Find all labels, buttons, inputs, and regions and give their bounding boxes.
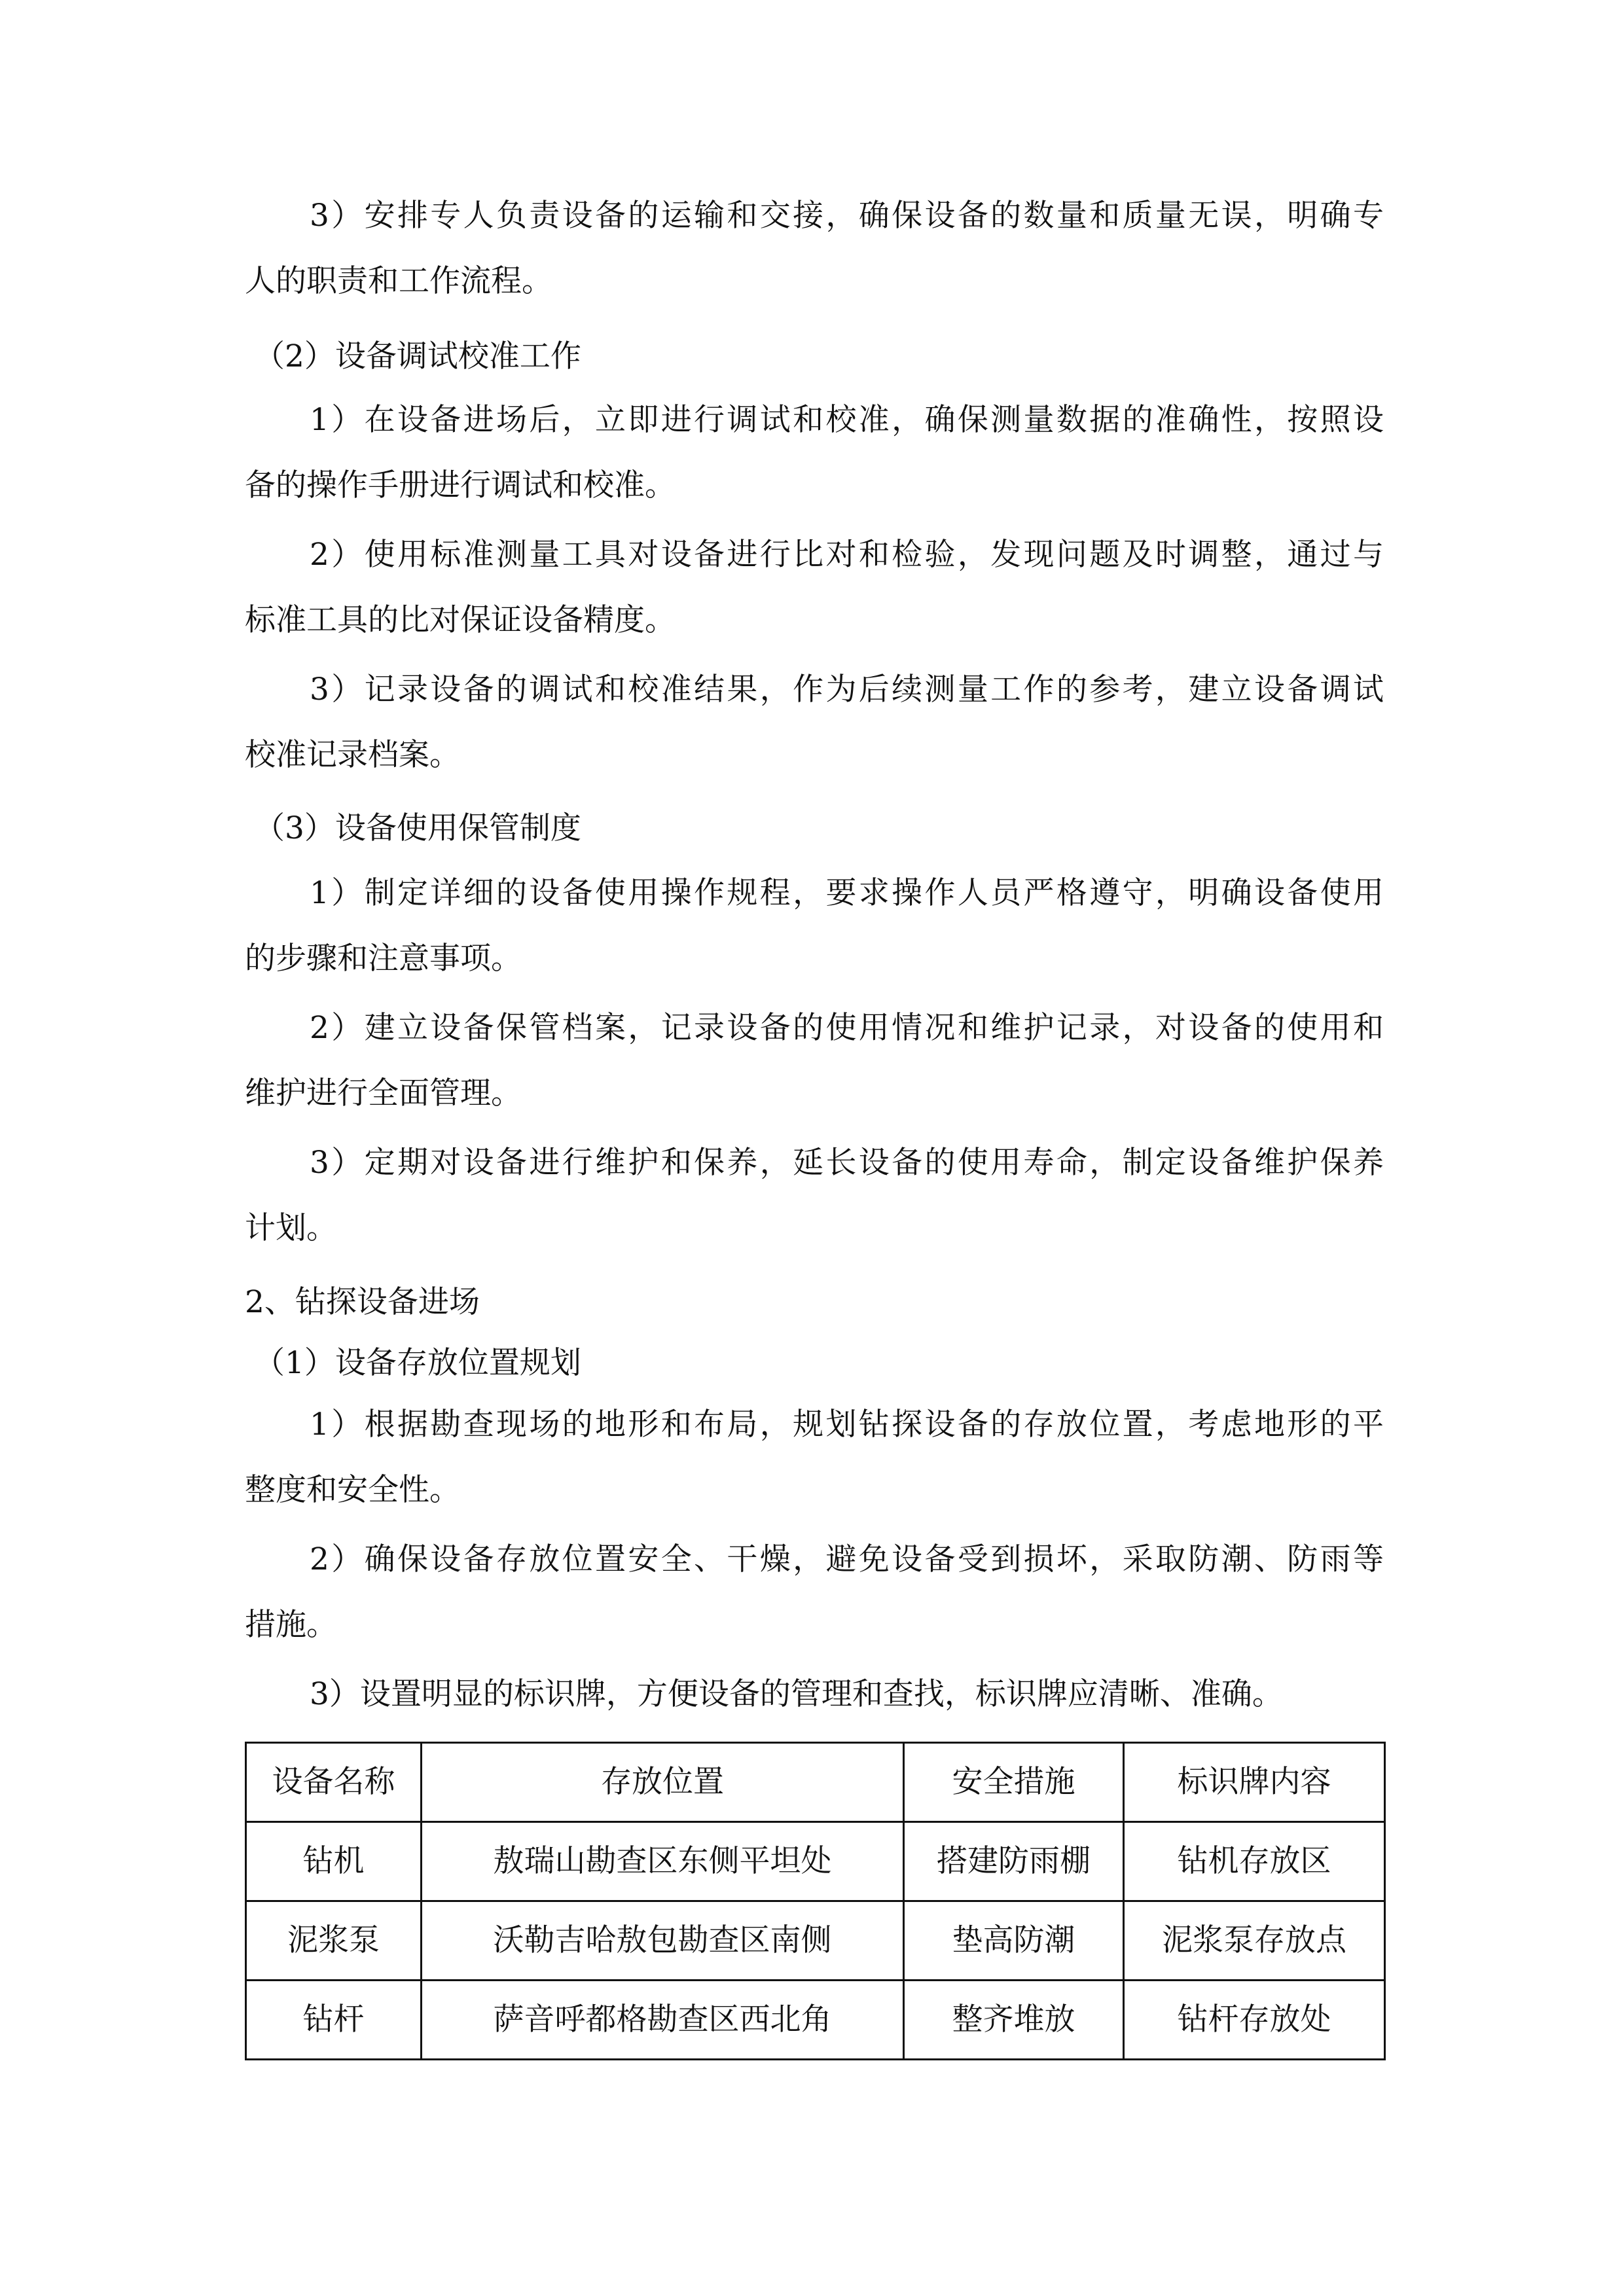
table-header-cell: 存放位置	[422, 1743, 904, 1822]
section-heading: 2、钻探设备进场	[245, 1284, 480, 1320]
paragraph-line: 3）安排专人负责设备的运输和交接，确保设备的数量和质量无误，明确专	[310, 198, 1384, 234]
paragraph-line: 备的操作手册进行调试和校准。	[245, 467, 676, 503]
paragraph-line: 校准记录档案。	[245, 737, 460, 773]
table-cell: 钻机存放区	[1124, 1822, 1385, 1901]
table-cell: 泥浆泵	[246, 1901, 422, 1981]
paragraph-line: 2）使用标准测量工具对设备进行比对和检验，发现问题及时调整，通过与	[310, 537, 1384, 573]
table-row	[246, 1981, 1385, 2060]
section-heading: （2）设备调试校准工作	[254, 338, 581, 374]
paragraph-line: 1）根据勘查现场的地形和布局，规划钻探设备的存放位置，考虑地形的平	[310, 1407, 1384, 1443]
table-cell: 萨音呼都格勘查区西北角	[422, 1981, 904, 2060]
paragraph-line: 2）确保设备存放位置安全、干燥，避免设备受到损坏，采取防潮、防雨等	[310, 1541, 1384, 1577]
table-cell: 敖瑞山勘查区东侧平坦处	[422, 1822, 904, 1901]
paragraph-line: 维护进行全面管理。	[245, 1075, 522, 1111]
equipment-storage-table	[245, 1742, 1386, 2060]
table-cell: 泥浆泵存放点	[1124, 1901, 1385, 1981]
paragraph-line: 1）制定详细的设备使用操作规程，要求操作人员严格遵守，明确设备使用	[310, 875, 1384, 911]
table-header-cell: 标识牌内容	[1124, 1743, 1385, 1822]
paragraph-line: 3）定期对设备进行维护和保养，延长设备的使用寿命，制定设备维护保养	[310, 1145, 1384, 1181]
table-row	[246, 1822, 1385, 1901]
table-cell: 钻机	[246, 1822, 422, 1901]
table-header-cell: 设备名称	[246, 1743, 422, 1822]
paragraph-line: 人的职责和工作流程。	[245, 263, 552, 299]
paragraph-line: 标准工具的比对保证设备精度。	[245, 602, 676, 638]
paragraph-line: 整度和安全性。	[245, 1472, 460, 1508]
table-cell: 钻杆存放处	[1124, 1981, 1385, 2060]
paragraph-line: 3）记录设备的调试和校准结果，作为后续测量工作的参考，建立设备调试	[310, 672, 1384, 708]
table-cell: 整齐堆放	[904, 1981, 1124, 2060]
table-cell: 钻杆	[246, 1981, 422, 2060]
paragraph-line: 1）在设备进场后，立即进行调试和校准，确保测量数据的准确性，按照设	[310, 402, 1384, 438]
table-cell: 沃勒吉哈敖包勘查区南侧	[422, 1901, 904, 1981]
section-heading: （1）设备存放位置规划	[254, 1345, 581, 1381]
table-header-cell: 安全措施	[904, 1743, 1124, 1822]
table-row	[246, 1901, 1385, 1981]
paragraph-line: 2）建立设备保管档案，记录设备的使用情况和维护记录，对设备的使用和	[310, 1010, 1384, 1046]
section-heading: （3）设备使用保管制度	[254, 810, 581, 846]
paragraph-line: 计划。	[245, 1210, 337, 1246]
paragraph-line: 措施。	[245, 1607, 337, 1643]
table-cell: 搭建防雨棚	[904, 1822, 1124, 1901]
table-cell: 垫高防潮	[904, 1901, 1124, 1981]
paragraph-line: 3）设置明显的标识牌，方便设备的管理和查找，标识牌应清晰、准确。	[310, 1676, 1283, 1712]
table-header-row	[246, 1743, 1385, 1822]
paragraph-line: 的步骤和注意事项。	[245, 941, 522, 977]
